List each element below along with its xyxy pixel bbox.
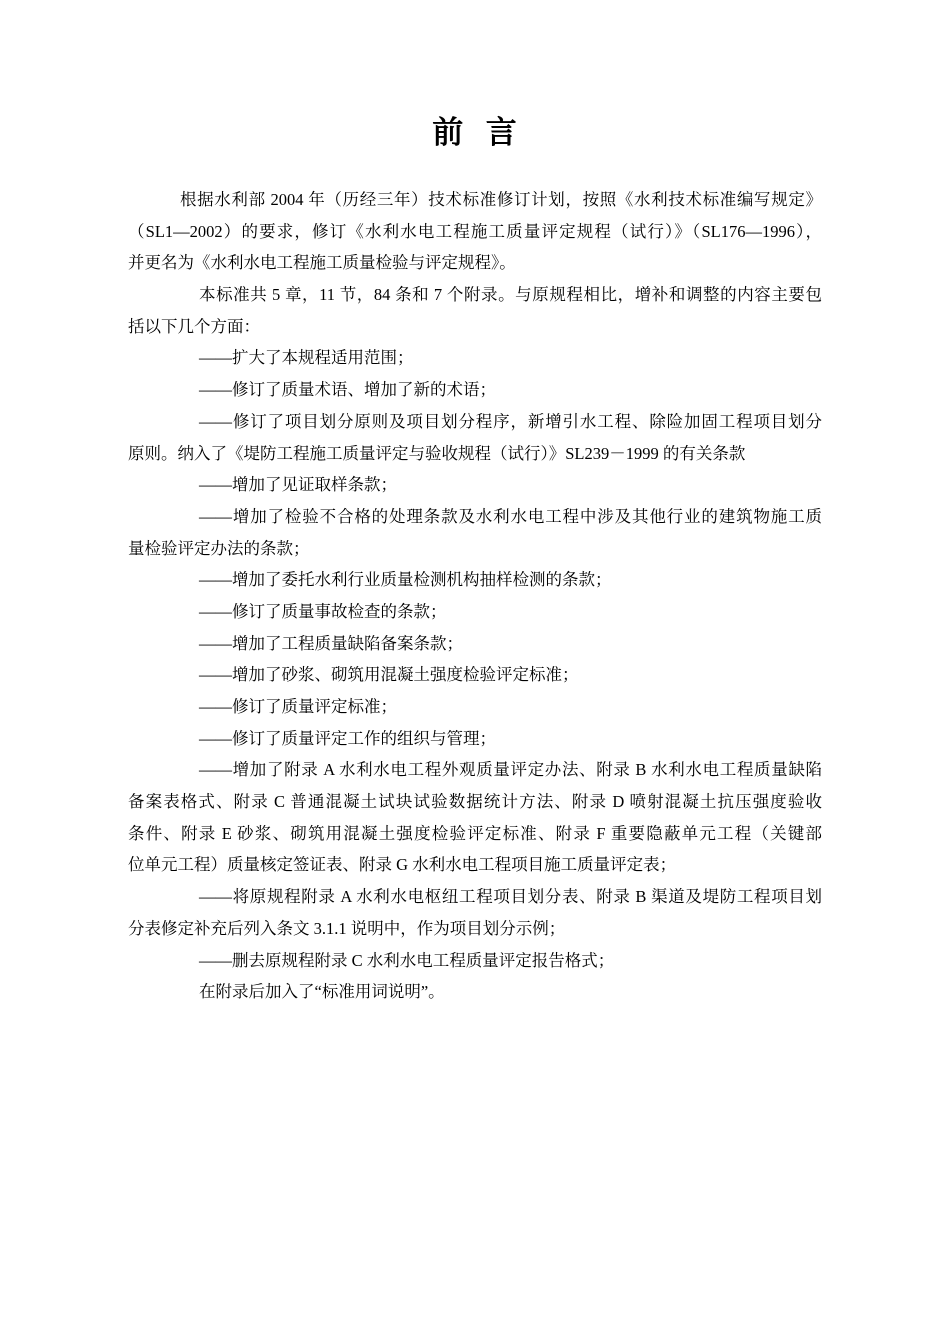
text-line: ——增加了检验不合格的处理条款及水利水电工程中涉及其他行业的建筑物施工质 xyxy=(199,506,822,526)
text-line: 条件、附录 E 砂浆、砌筑用混凝土强度检验评定标准、附录 F 重要隐蔽单元工程（关键部 xyxy=(128,823,822,843)
text-line: 根据水利部 2004 年（历经三年）技术标准修订计划，按照《水利技术标准编写规定》 xyxy=(180,190,822,209)
text-line: （SL1—2002）的要求，修订《水利水电工程施工质量评定规程（试行）》（SL176—1996）， xyxy=(128,221,822,241)
text-line: ——扩大了本规程适用范围； xyxy=(199,348,414,368)
text-line: ——修订了质量术语、增加了新的术语； xyxy=(199,380,496,400)
text-line: 并更名为《水利水电工程施工质量检验与评定规程》。 xyxy=(128,253,516,273)
text-line: 量检验评定办法的条款； xyxy=(128,538,310,558)
text-line: ——修订了质量评定工作的组织与管理； xyxy=(199,728,496,748)
text-line: 在附录后加入了“标准用词说明”。 xyxy=(199,982,445,1002)
document-body xyxy=(128,184,822,1008)
text-line: ——增加了附录 A 水利水电工程外观质量评定办法、附录 B 水利水电工程质量缺陷 xyxy=(199,760,822,780)
text-line: 本标准共 5 章，11 节，84 条和 7 个附录。与原规程相比，增补和调整的内容主要包 xyxy=(199,285,822,305)
text-line: ——增加了砂浆、砌筑用混凝土强度检验评定标准； xyxy=(199,665,579,685)
text-line: 分表修定补充后列入条文 3.1.1 说明中，作为项目划分示例； xyxy=(128,918,566,938)
text-line: 备案表格式、附录 C 普通混凝土试块试验数据统计方法、附录 D 喷射混凝土抗压强度验收 xyxy=(128,792,822,812)
text-line: ——增加了委托水利行业质量检测机构抽样检测的条款； xyxy=(199,570,612,590)
text-line: ——修订了质量事故检查的条款； xyxy=(199,601,447,621)
text-line: ——将原规程附录 A 水利水电枢纽工程项目划分表、附录 B 渠道及堤防工程项目划 xyxy=(199,887,822,907)
text-line: 括以下几个方面： xyxy=(128,316,260,336)
text-line: ——修订了质量评定标准； xyxy=(199,697,397,716)
page-title: 前 言 xyxy=(432,115,518,150)
text-line: ——增加了见证取样条款； xyxy=(199,475,397,495)
text-line: 位单元工程）质量核定签证表、附录 G 水利水电工程项目施工质量评定表； xyxy=(128,855,677,875)
text-line: 原则。纳入了《堤防工程施工质量评定与验收规程（试行）》SL239－1999 的有关条款 xyxy=(128,443,746,463)
text-line: ——删去原规程附录 C 水利水电工程质量评定报告格式； xyxy=(199,950,615,970)
text-line: ——增加了工程质量缺陷备案条款； xyxy=(199,633,463,653)
text-line: ——修订了项目划分原则及项目划分程序，新增引水工程、除险加固工程项目划分 xyxy=(199,411,822,431)
